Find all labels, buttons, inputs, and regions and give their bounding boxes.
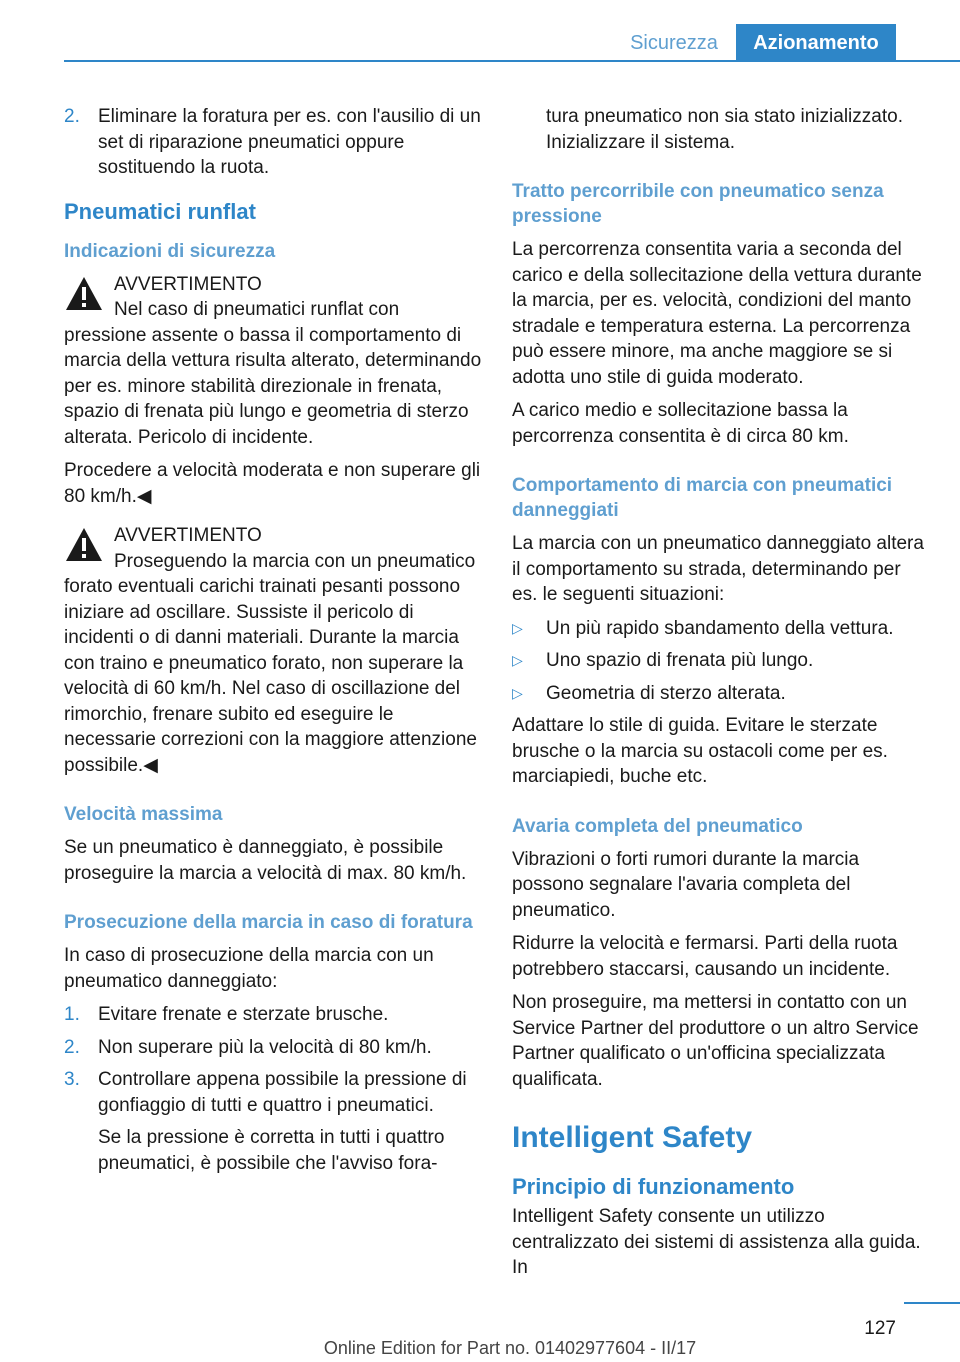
list-item bbox=[64, 104, 484, 181]
list-text: Controllare appena possibile la pressione di gonfiaggio di tutti e quattro i pneumatici. bbox=[98, 1069, 467, 1116]
warning-block bbox=[64, 523, 484, 778]
failure-text: Ridurre la velocità e fermarsi. Parti della ruota potrebbero staccarsi, causando un incidente. bbox=[512, 933, 898, 980]
principle-text: Intelligent Safety consente un utilizzo centralizzato dei sistemi di assistenza alla guida. In bbox=[512, 1206, 921, 1278]
warning-title: AVVERTIMENTO bbox=[114, 525, 262, 546]
list-text: Eliminare la foratura per es. con l'ausilio di un set di riparazione pneumatici oppure sostituendo la ruota. bbox=[98, 106, 481, 178]
warning-continuation: Procedere a velocità moderata e non superare gli 80 km/h.◀ bbox=[64, 460, 481, 507]
failure-text: Vibrazioni o forti rumori durante la marcia possono segnalare l'avaria completa del pneumatico. bbox=[512, 848, 860, 921]
list-item bbox=[64, 1067, 484, 1118]
tab-azionamento[interactable]: Azionamento bbox=[736, 24, 896, 62]
list-item bbox=[512, 648, 930, 674]
list-item bbox=[512, 616, 930, 642]
warning-block bbox=[64, 272, 484, 451]
principle-heading: Principio di funzionamento bbox=[512, 1174, 795, 1199]
distance-heading: Tratto percorribile con pneumatico senza pressione bbox=[512, 181, 884, 227]
list-number: 2. bbox=[64, 106, 80, 127]
warning-triangle-icon bbox=[64, 525, 104, 565]
list-text: Non superare più la velocità di 80 km/h. bbox=[98, 1036, 432, 1058]
list-item bbox=[512, 681, 930, 707]
footer-rule bbox=[904, 1302, 960, 1304]
list-text: Un più rapido sbandamento della vettura. bbox=[546, 617, 894, 639]
chapter-title: Intelligent Safety bbox=[512, 1121, 753, 1154]
failure-text: Non proseguire, ma mettersi in contatto con un Service Partner del produttore o un altro Service Partner qualificato o un'officina specializzata qualificata. bbox=[512, 992, 919, 1090]
list-item bbox=[64, 1035, 484, 1061]
list-number: 2. bbox=[64, 1036, 80, 1058]
adapt-text: Adattare lo stile di guida. Evitare le sterzate brusche o la marcia su ostacoli come per es. marciapiedi, buche etc. bbox=[512, 715, 888, 787]
continued-text: tura pneumatico non sia stato inizializzato. Inizializzare il sistema. bbox=[546, 106, 903, 153]
list-text: Evitare frenate e sterzate brusche. bbox=[98, 1004, 389, 1025]
triangle-bullet-icon: ▷ bbox=[512, 684, 523, 701]
warning-title: AVVERTIMENTO bbox=[114, 273, 262, 295]
distance-text: La percorrenza consentita varia a seconda del carico e della sollecitazione della vettura durante la marcia, per es. velocità, condizioni del manto stradale e temperatura esterna. La percorrenza può essere minore, ma anche maggiore se si adotta uno stile di guida moderato. bbox=[512, 239, 922, 388]
behavior-heading: Comportamento di marcia con pneumatici danneggiati bbox=[512, 475, 893, 521]
speed-text: Se un pneumatico è danneggiato, è possibile proseguire la marcia a velocità di max. 80 km/h. bbox=[64, 837, 467, 884]
speed-heading: Velocità massima bbox=[64, 804, 223, 825]
section-title-runflat: Pneumatici runflat bbox=[64, 198, 256, 224]
continue-text: In caso di prosecuzione della marcia con un pneumatico danneggiato: bbox=[64, 945, 434, 992]
warning-triangle-icon bbox=[64, 274, 104, 314]
tab-sicurezza[interactable]: Sicurezza bbox=[630, 32, 718, 54]
behavior-text: La marcia con un pneumatico danneggiato altera il comportamento su strada, determinando per es. le seguenti situazioni: bbox=[512, 533, 924, 605]
continue-heading: Prosecuzione della marcia in caso di foratura bbox=[64, 912, 473, 933]
left-column bbox=[64, 104, 484, 1184]
list-number: 3. bbox=[64, 1069, 80, 1090]
list-continuation: Se la pressione è corretta in tutti i quattro pneumatici, è possibile che l'avviso fora- bbox=[98, 1127, 445, 1174]
distance-text: A carico medio e sollecitazione bassa la percorrenza consentita è di circa 80 km. bbox=[512, 400, 849, 447]
edition-footer: Online Edition for Part no. 01402977604 - II/17 bbox=[323, 1338, 697, 1358]
warning-text: Proseguendo la marcia con un pneumatico forato eventuali carichi trainati pesanti possono iniziare ad oscillare. Sussiste il pericolo di incidenti o di danni materiali. Durante la marcia con traino e pneumatico forato, non superare la velocità di 60 km/h. Nel caso di oscillazione del rimorchio, frenare subito ed eseguire le necessarie correzioni con la maggiore attenzione possibile.◀ bbox=[64, 550, 477, 776]
page-number: 127 bbox=[864, 1318, 896, 1339]
warning-text: Nel caso di pneumatici runflat con pressione assente o bassa il comportamento di marcia della vettura risulta alterato, determinando per es. minore stabilità direzionale in frenata, spazio di frenata più lungo e geometria di sterzo alterata. Pericolo di incidente. bbox=[64, 299, 482, 448]
list-item bbox=[64, 1002, 484, 1028]
safety-heading: Indicazioni di sicurezza bbox=[64, 240, 276, 262]
list-number: 1. bbox=[64, 1004, 80, 1025]
list-text: Uno spazio di frenata più lungo. bbox=[546, 650, 814, 671]
failure-heading: Avaria completa del pneumatico bbox=[512, 815, 803, 837]
list-text: Geometria di sterzo alterata. bbox=[546, 682, 786, 704]
right-column bbox=[512, 104, 930, 1289]
triangle-bullet-icon: ▷ bbox=[512, 619, 523, 636]
triangle-bullet-icon: ▷ bbox=[512, 652, 523, 668]
